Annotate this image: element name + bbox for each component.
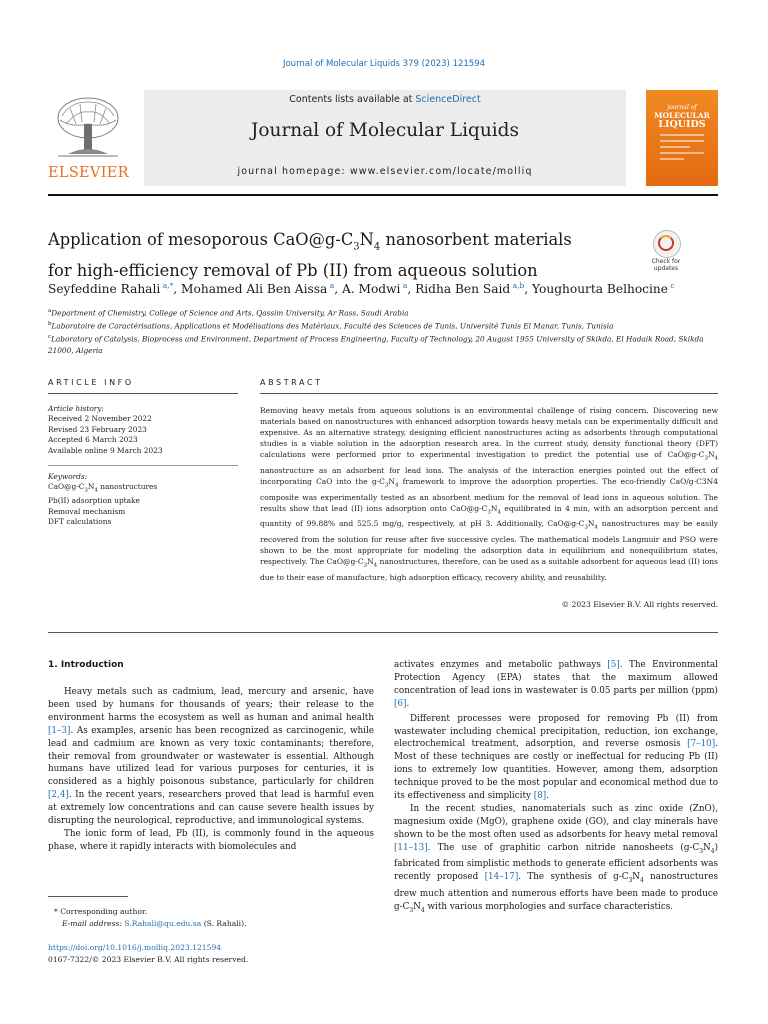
author-affiliation-link[interactable]: a <box>329 281 335 290</box>
history-online: Available online 9 March 2023 <box>48 445 163 455</box>
author-name: A. Modwi <box>341 282 401 297</box>
abstract-bottom-rule <box>48 632 718 633</box>
intro-paragraph: activates enzymes and metabolic pathways [5]. The Environmental Protection Agency (EPA) states that the maximum allowed concentration of lead ions in wastewater is 0.05 parts per million (ppm) [6]. <box>394 660 718 709</box>
history-accepted: Accepted 6 March 2023 <box>48 435 138 445</box>
journal-citation-link[interactable]: Journal of Molecular Liquids 379 (2023) 121594 <box>282 59 486 69</box>
section-heading-introduction: 1. Introduction <box>48 660 124 670</box>
masthead-center <box>144 90 626 186</box>
author-affiliation-link[interactable]: c <box>670 281 675 290</box>
sciencedirect-link[interactable]: ScienceDirect <box>415 94 481 105</box>
author-name: Mohamed Ali Ben Aissa <box>181 282 328 297</box>
author-name: Youghourta Belhocine <box>532 282 668 297</box>
homepage-prefix: journal homepage: <box>237 166 350 177</box>
body-column-left <box>48 686 374 854</box>
masthead-rule <box>48 194 718 196</box>
cover-title-line1: journal of <box>667 104 697 111</box>
abstract-copyright: © 2023 Elsevier B.V. All rights reserved. <box>561 600 718 609</box>
affiliation-b: $^b$Laboratoire de Caractérisations, Applications et Modélisations des Matériaux, Faculté des Sciences de Tunis, Université Tunis El Manar, Tunis, Tunisia <box>48 321 614 331</box>
cover-title <box>646 104 718 130</box>
corresponding-author-footnote <box>48 906 378 930</box>
abstract-rule <box>260 393 718 394</box>
author-affiliation-link[interactable]: a,* <box>162 281 174 290</box>
doi-link[interactable]: https://doi.org/10.1016/j.molliq.2023.121594 <box>48 943 222 952</box>
author-affiliation-link[interactable]: a,b <box>512 281 525 290</box>
journal-cover-image[interactable] <box>646 90 718 186</box>
cover-decoration <box>660 134 704 164</box>
article-title-line2: for high-efficiency removal of Pb (II) from aqueous solution <box>48 261 538 281</box>
reference-link[interactable]: [2,4] <box>48 790 69 801</box>
homepage-url-link[interactable]: www.elsevier.com/locate/molliq <box>349 166 533 177</box>
cover-title-line3: LIQUIDS <box>658 119 706 130</box>
author-name: Ridha Ben Said <box>415 282 511 297</box>
affiliations <box>48 306 718 356</box>
history-received: Received 2 November 2022 <box>48 414 152 424</box>
abstract-heading: ABSTRACT <box>260 378 323 387</box>
affiliation-c: $^c$Laboratory of Catalysis, Bioprocess and Environment, Department of Process Engineering, Faculty of Technology, 20 August 1955 University of Skikda, El Hadaik Road, Skikda 21000, Algeria <box>48 334 704 355</box>
elsevier-logo[interactable] <box>48 92 128 184</box>
reference-link[interactable]: [7–10] <box>687 739 716 750</box>
corresponding-author-label: * Corresponding author. <box>54 907 148 916</box>
intro-paragraph: Heavy metals such as cadmium, lead, mercury and arsenic, have been used by humans for thousands of years; their release to the environment harms the ecosystem as well as human and animal health [1–3]. As examples, arsenic has been recognized as carcinogenic, while lead and cadmium are known as very toxic contaminants; therefore, their removal from groundwater or wastewater is essential. Although humans have utilized lead for various purposes for centuries, it is considered as a highly poisonous substance, particularly for children [2,4]. In the recent years, researchers proved that lead is harmful even at extremely low concentrations and can cause severe health issues by disrupting the neurological, reproductive, and immunological systems. <box>48 687 374 827</box>
check-for-updates-button[interactable] <box>646 230 686 274</box>
elsevier-tree-icon <box>50 94 126 160</box>
keyword-item: DFT calculations <box>48 517 112 527</box>
journal-title: Journal of Molecular Liquids <box>250 120 520 141</box>
reference-link[interactable]: [1–3] <box>48 725 71 736</box>
keyword-item: Removal mechanism <box>48 506 126 516</box>
reference-link[interactable]: [6] <box>394 698 407 709</box>
email-line: E-mail address: S.Rahali@qu.edu.sa (S. Rahali). <box>62 919 247 928</box>
check-updates-label: Check for updates <box>651 258 681 272</box>
elsevier-wordmark: ELSEVIER <box>48 165 129 181</box>
author-name: Seyfeddine Rahali <box>48 282 161 297</box>
keyword-item: Pb(II) adsorption uptake <box>48 496 140 506</box>
contents-prefix: Contents lists available at <box>289 94 416 105</box>
intro-paragraph: In the recent studies, nanomaterials such as zinc oxide (ZnO), magnesium oxide (MgO), graphene oxide (GO), and clay minerals have shown to be the most often used as adsorbents for heavy metal removal [11–13]. The use of graphitic carbon nitride nanosheets $(g-C_3N_4)$ fabricated from simplistic methods to generate efficient adsorbents was recently proposed [14–17]. The synthesis of $g-C_3N_4$ nanostructures drew much attention and numerous efforts have been made to produce $g-C_3N_4$ with various morphologies and surface characteristics. <box>394 803 718 914</box>
keyword-item: $CaO@g-C_3N_4$ nanostructures <box>48 482 158 494</box>
article-info-rule <box>48 393 238 394</box>
footnote-rule <box>48 896 128 897</box>
contents-line <box>144 94 626 105</box>
journal-homepage <box>144 166 626 177</box>
keywords-divider <box>48 465 238 466</box>
reference-link[interactable]: [5] <box>607 660 620 670</box>
history-revised: Revised 23 February 2023 <box>48 424 147 434</box>
article-info-heading: ARTICLE INFO <box>48 378 134 387</box>
author-list: Seyfeddine Rahali $^{a,*}$, Mohamed Ali Ben Aissa $^a$, A. Modwi $^a$, Ridha Ben Said $^{a,b}$, Youghourta Belhocine $^c$ <box>48 281 675 297</box>
check-updates-icon <box>653 230 681 258</box>
intro-paragraph: Different processes were proposed for removing Pb (II) from wastewater including chemical precipitation, reduction, ion exchange, electrochemical treatment, adsorption, and reverse osmosis [7–10]. Most of these techniques are costly or ineffectual for reducing Pb (II) ions to extremely low quantities. However, among them, adsorption technique proved to be the most popular and economical method due to its effectiveness and simplicity [8]. <box>394 713 718 802</box>
article-history-label: Article history: <box>48 404 104 413</box>
author-affiliation-link[interactable]: a <box>402 281 408 290</box>
article-title <box>48 228 608 283</box>
reference-link[interactable]: [14–17] <box>484 872 519 883</box>
abstract-text: Removing heavy metals from aqueous solutions is an environmental challenge of rising concern. Discovering new materials based on nanostructures with enhanced adsorption towards heavy metals can be experimentally difficult and expensive. As an alternative strategy, designing efficient nanostructures acting as adsorbents through computational studies is a viable solution in the adsorption research area. In the current study, density functional theory (DFT) calculations were performed prior to experimental investigation to predict the potential use of $CaO@g-C_3N_4$ nanostructure as an adsorbent for lead ions. The analysis of the interaction energies pointed out the effect of incorporating CaO into the $g-C_3N_4$ framework to improve the adsorption properties. The eco-friendly CaO/g-C3N4 composite was experimentally tested as an absorbent medium for the removal of lead ions in aqueous solution. The results show that lead (II) ions adsorption onto $CaO@g-C_3N_4$ equilibrated in 4 min, with an adsorption percent and quantity of 99.88% and 525.5 mg/g, respectively, at pH 3. Additionally, $CaO@g-C_3N_4$ nanostructures may be easily recovered from the solution for reuse after five successive cycles. The mathematical models Langmuir and PSO were shown to be the most appropriate for modeling the adsorption data in equilibrium and nonequilibrium states, respectively. The $CaO@g-C_3N_4$ nanostructures, therefore, can be used as a suitable adsorbent for aqueous lead (II) ions due to their ease of manufacture, high adsorption efficacy, recovery ability, and reusability. <box>260 406 718 582</box>
author-email-link[interactable]: S.Rahali@qu.edu.sa <box>124 919 202 928</box>
journal-masthead <box>48 90 718 186</box>
issn-copyright: 0167-7322/© 2023 Elsevier B.V. All rights reserved. <box>48 955 249 964</box>
cover-title-line2: MOLECULAR <box>654 111 710 120</box>
reference-link[interactable]: [8] <box>533 791 547 802</box>
doi-block <box>48 942 378 966</box>
article-info <box>48 398 238 528</box>
body-column-right <box>394 659 718 917</box>
reference-link[interactable]: [11–13] <box>394 842 428 853</box>
affiliation-a: $^a$Department of Chemistry, College of Science and Arts, Qassim University, Ar Rass, Saudi Arabia <box>48 308 409 318</box>
article-title-line1: Application of mesoporous $CaO@g-C_3N_4$ nanosorbent materials <box>48 230 572 253</box>
intro-paragraph: The ionic form of lead, Pb (II), is commonly found in the aqueous phase, where it rapidly interacts with biomolecules and <box>48 828 374 852</box>
keywords-label: Keywords: <box>48 472 88 482</box>
